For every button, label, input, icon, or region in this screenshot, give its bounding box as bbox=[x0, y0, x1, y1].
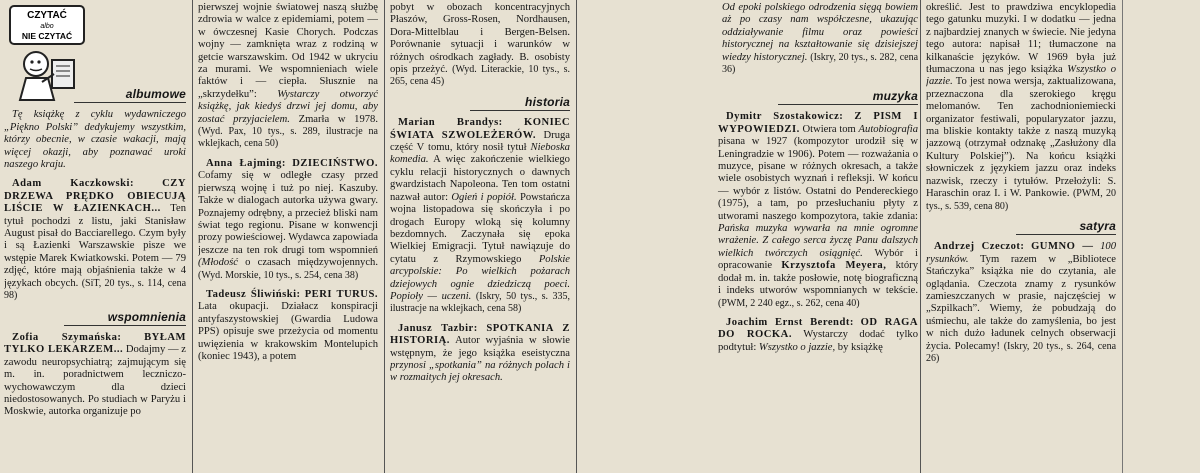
entry-text: Powstańcza wojna listopadowa się skończyła i po drogach Europy wloką się kolumny bezdomnych. Zaczynała się epoka Wielkiej Emigracji. Tytuł nawiązuje do cytatu z Rzymowskiego bbox=[390, 191, 570, 265]
entry-quote: Wystarczy otworzyć książkę, jak kiedyś drzwi jej domu, aby zostać przyjacielem. bbox=[198, 88, 378, 125]
entry-author: Andrzej Czeczot: bbox=[934, 241, 1025, 253]
entry-text: To jest nowa wersja, zaktualizowana, przeznaczona dla szerokiego kręgu melomanów. Ten zachodnioniemiecki organizator festiwali, popularyzator jazzu, ma bliskie kontakty także z naszą muzyką jazzową (otrzymał odznakę „Zasłużony dla Kultury Polskiej”). Na końcu książki słowniczek z językiem jazzu oraz indeks nazwisk, rzeczy i tytułów. Przełożyli: S. Haraschin oraz I. i W. Pankowie. bbox=[926, 76, 1116, 200]
entry-quote: Wszystko o jazzie, bbox=[758, 341, 836, 353]
entry-text: o czasach międzywojennych. bbox=[245, 257, 378, 269]
entry-text: Druga część V tomu, który nosił tytuł bbox=[390, 129, 570, 154]
svg-text:albo: albo bbox=[40, 23, 54, 30]
section-heading-wspomnienia: wspomnienia bbox=[107, 309, 186, 324]
entry-text: A więc zakończenie wielkiego cyklu relacji historycznych o dawnych gwardzistach Napoleona. Ten tom ostatni nazwał autor: bbox=[390, 154, 570, 203]
entry-text: Ten tytuł pochodzi z listu, jaki Stanisław August pisał do Bacciarellego. Czym były i są Łazienki Warszawskie pisze we wstępie Marek Kwiatkowski. Potem — 79 zdjęć, które mają objaśnienia także w 4 językach obcych. bbox=[4, 203, 186, 289]
entry-author: Anna Łajming: bbox=[206, 157, 286, 169]
entry-publication: (SiT, 20 tys., s. 114, cena 98) bbox=[4, 277, 186, 302]
entry-author: Tadeusz Śliwiński: bbox=[206, 288, 301, 300]
entry-title: Z PISM I WYPOWIEDZI. bbox=[718, 111, 918, 135]
entry-quote: Od epoki polskiego odrodzenia sięgą bowiem aż po czasy nam współczesne, ukazując oddziaływanie filmu oraz powieści historycznej na kształtowanie się dzisiejszej wiedzy historycznej. bbox=[722, 2, 918, 63]
entry-text: Dodajmy — z zawodu neuropsychiatrą; zajmującym się m. in. poradnictwem leczniczo-wychowawczym dla dzieci niedostosowanych. Po studiach w Paryżu i Moskwie, autorka organizuje po bbox=[4, 344, 186, 418]
entry-quote: Autobiografia bbox=[858, 123, 918, 135]
entry-publication: (Iskry, 50 tys., s. 335, ilustracje na wklejkach, cena 58) bbox=[390, 290, 570, 315]
entry-author: Joachim Ernst Berendt: bbox=[726, 316, 854, 328]
entry-quote: Ogień i popiół. bbox=[451, 191, 517, 203]
entry-text: określić. Jest to prawdziwa encyklopedia tego gatunku muzyki. I w dodatku — jedna z najbardziej znanych w świecie. Nie jedyna tego autora: napisał 11; tłumaczone na kilkanaście języków. W 1969 była już tłumaczona u nas jego książka bbox=[926, 2, 1116, 76]
entry-title: KONIEC ŚWIATA SZWOLEŻERÓW. bbox=[390, 117, 570, 141]
entry-publication: (PWM, 20 tys., s. 539, cena 80) bbox=[926, 188, 1116, 212]
entry-publication: (PWM, 2 240 egz., s. 262, cena 40) bbox=[718, 297, 860, 309]
entry-title: GUMNO — bbox=[1031, 241, 1094, 253]
entry-quote: 100 rysunków. bbox=[926, 241, 1116, 265]
column-2 bbox=[198, 0, 378, 473]
entry-title: DZIECIŃSTWO. bbox=[292, 157, 378, 169]
column-1 bbox=[4, 0, 186, 473]
entry-text: pierwszej wojnie światowej naszą służbę zdrowia w walce z epidemiami, potem — w ówczesnej Kasie Chorych. Podczas wojny — zamknięta wraz z rodziną w getcie warszawskim. Od 1942 w ukryciu za murami. We wspomnieniach wiele faktów i — ciepła. Słusznie na „skrzydełku”: bbox=[198, 2, 378, 100]
entry-text: Wystarczy dodać tylko podtytuł: bbox=[718, 329, 918, 353]
entry-text: Tym razem w „Bibliotece Stańczyka” książka nie do czytania, ale oglądania. Czeczota znamy z rysunków zamieszczanych w prasie, najczęściej w „Szpilkach”. Wiemy, że pobudzają do uśmiechu, ale także do zamyślenia, bo jest w nich dużo ładunek celnych obserwacji życia. Polecamy! bbox=[926, 253, 1116, 352]
svg-text:NIE CZYTAĆ: NIE CZYTAĆ bbox=[21, 31, 73, 41]
entry-quote: przynosi „spotkania” na różnych polach i w rozmaitych jej okresach. bbox=[390, 359, 570, 384]
entry-publication: (Iskry, 20 tys., s. 282, cena 36) bbox=[722, 51, 919, 76]
entry-author: Adam Kaczkowski: bbox=[12, 178, 135, 190]
column-5 bbox=[926, 0, 1116, 473]
entry-text: Lata okupacji. Działacz konspiracji antyfaszystowskiej (Gwardia Ludowa PPS) opisuje swe przeżycia od momentu uwięzienia w krakowskim Montelupich (koniec 1943), a potem bbox=[198, 301, 378, 362]
entry-author: Dymitr Szostakowicz: bbox=[726, 111, 844, 123]
entry-text: Autor wyjaśnia w słowie wstępnym, że jego książka eseistyczna bbox=[390, 335, 570, 359]
entry-quote: Wszystko o jazzie. bbox=[926, 64, 1116, 88]
entry-publication: (Iskry, 20 tys., s. 264, cena 26) bbox=[926, 340, 1116, 364]
section-heading-historia: historia bbox=[525, 94, 570, 109]
entry-publication: (Wyd. Pax, 10 tys., s. 289, ilustracje na wklejkach, cena 50) bbox=[198, 126, 378, 150]
intro-text: Tę książkę z cyklu wydawniczego „Piękno Polski” dedykujemy wszystkim, którzy obecnie, w czasie wakacji, mają więcej okazji, aby poznawać uroki naszego kraju. bbox=[4, 109, 186, 171]
entry-quote: Pańska muzyka wywarła na mnie ogromne wrażenie. Z całego serca życzę Panu dalszych wielkich twórczych osiągnięć. bbox=[718, 223, 918, 259]
entry-text: Wybór i opracowanie bbox=[718, 247, 918, 272]
entry-quote: (Młodość bbox=[198, 257, 239, 269]
section-heading-albumowe: albumowe bbox=[125, 87, 186, 101]
entry-title: SPOTKANIA Z HISTORIĄ. bbox=[390, 322, 570, 347]
entry-title: PERI TURUS. bbox=[304, 288, 378, 300]
entry-text: Otwiera tom bbox=[802, 123, 856, 135]
entry-author: Janusz Tazbir: bbox=[398, 322, 478, 334]
entry-quote: Nieboska komedia. bbox=[390, 142, 570, 166]
entry-quote: Polskie arcypolskie: Po wielkich pożarach dziejowych ognie dziedziczą poeci. Popioły — uczeni. bbox=[390, 253, 570, 302]
entry-publication: (Wyd. Literackie, 10 tys., s. 265, cena 45) bbox=[390, 64, 570, 88]
entry-text: Zmarła w 1978. bbox=[298, 113, 378, 125]
entry-publication: (Wyd. Morskie, 10 tys., s. 254, cena 38) bbox=[198, 269, 359, 281]
column-4-body bbox=[582, 86, 918, 473]
entry-title: OD RAGA DO ROCKA. bbox=[718, 316, 918, 341]
entry-text: pisana w 1927 (kompozytor urodził się w Leningradzie w 1906). Potem — rozważania o muzyce, pisane w różnych okresach, a także wiele osobistych wyznań i refleksji. W końcu — wybór z listów. Ostatni do Pendereckiego (1975), a tam, po przesłuchaniu płyty z utworami naszego kompozytora, takie zdania: bbox=[718, 136, 918, 222]
entry-text: Cofamy się w odległe czasy przed pierwszą wojnę i tuż po niej. Kaszuby. Także w dialogach autorka używa gwary. Poznajemy odrębny, a przecież bliski nam świat tego regionu. Pisane w konwencji prozy powieściowej. Wydawca zapowiada jeszcze na ten rok drugi tom wspomnień bbox=[198, 170, 378, 256]
entry-title: CZY DRZEWA PRĘDKO OBIECUJĄ LIŚCIE W ŁAZIENKACH... bbox=[4, 178, 186, 215]
entry-title: BYŁAM TYLKO LEKARZEM... bbox=[4, 331, 186, 356]
entry-text: by książkę bbox=[837, 341, 883, 353]
svg-text:CZYTAĆ: CZYTAĆ bbox=[27, 10, 67, 21]
entry-author: Marian Brandys: bbox=[398, 117, 503, 129]
section-heading-satyra: satyra bbox=[1079, 218, 1116, 233]
entry-text: pobyt w obozach koncentracyjnych Płaszów, Gross-Rosen, Nordhausen, Dora-Mittelblau i Bergen-Belsen. Porównanie sytuacji i warunków w różnych ośrodkach zagłady. B. osobisty opis przeżyć. bbox=[390, 2, 570, 76]
entry-editor: Krzysztofa Meyera, bbox=[781, 260, 887, 272]
column-3 bbox=[390, 0, 570, 473]
entry-text: który dodał m. in. także posłowie, notę biograficzną i indeks utworów wspomnianych w tekście. bbox=[718, 260, 918, 297]
entry-author: Zofia Szymańska: bbox=[12, 331, 122, 343]
section-heading-muzyka: muzyka bbox=[872, 89, 918, 103]
